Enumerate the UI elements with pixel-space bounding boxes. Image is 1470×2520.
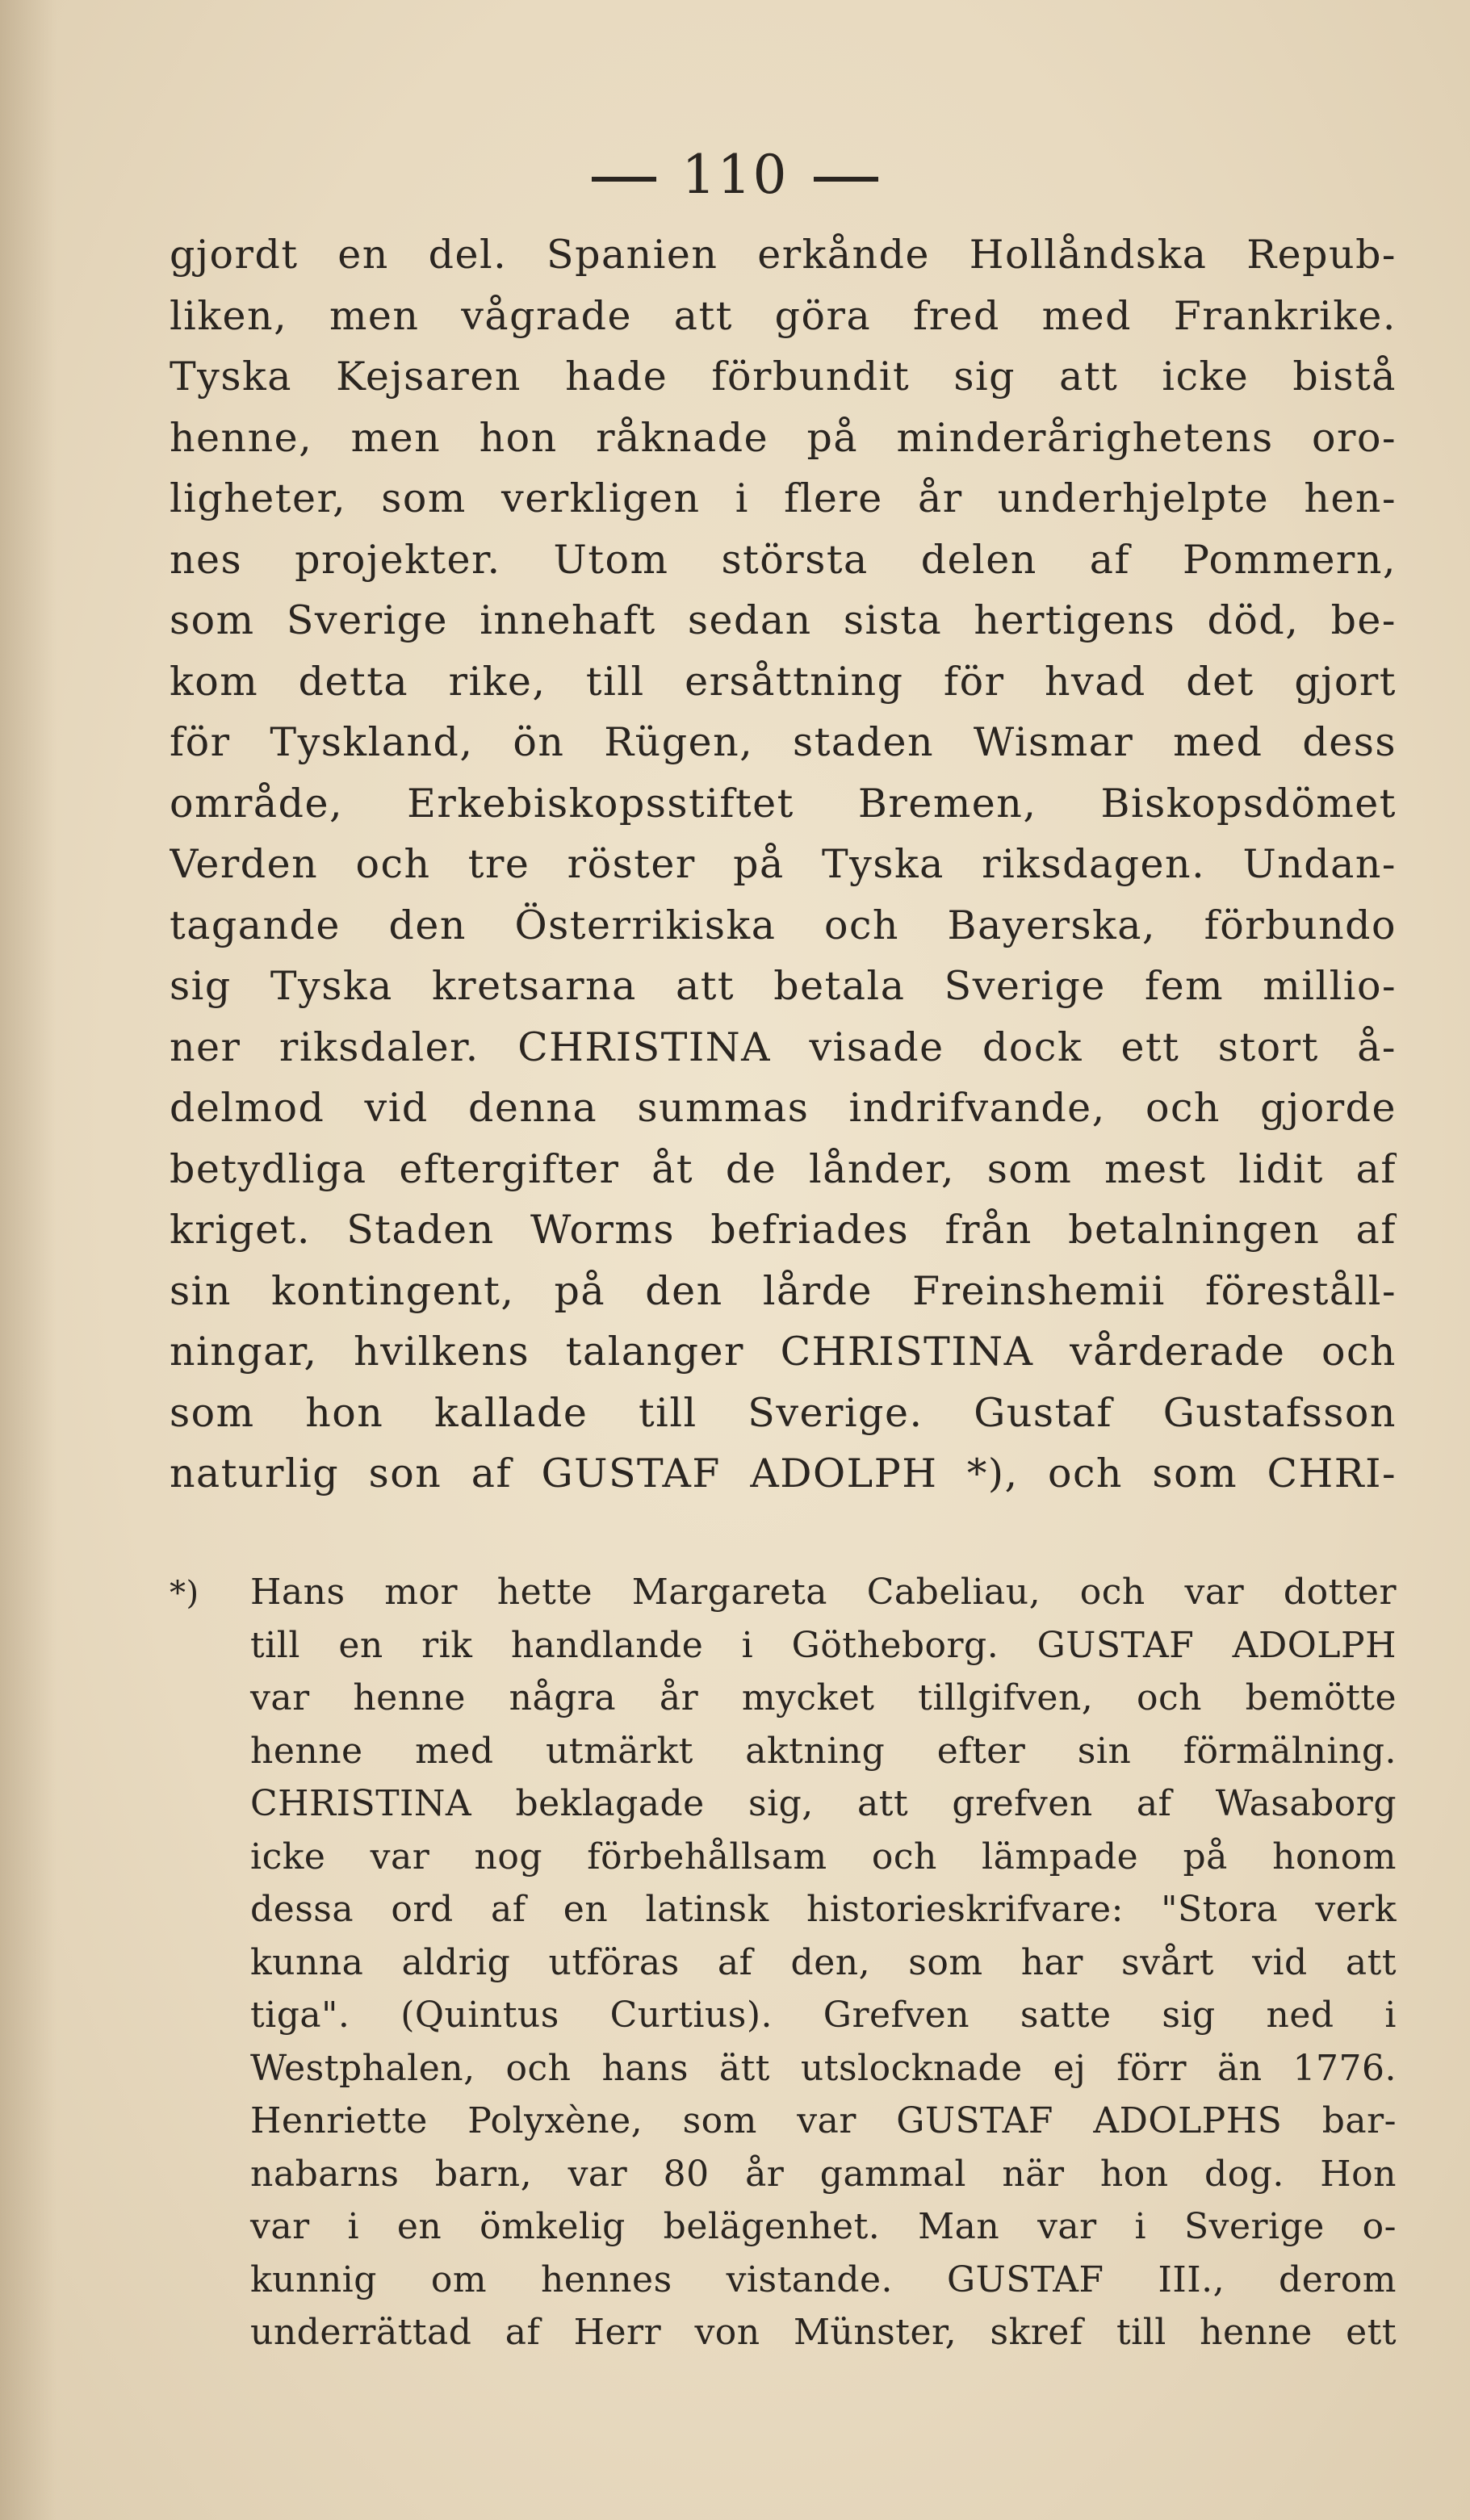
- header-dash-right: [814, 177, 878, 182]
- footnote-line: dessa ord af en latinsk historieskrifvare: "Stora verk: [250, 1889, 1397, 1930]
- footnote-line: Henriette Polyxène, som var GUSTAF ADOLPHS bar-: [250, 2100, 1397, 2141]
- page-number: 110: [681, 144, 789, 206]
- text-line: sig Tyska kretsarna att betala Sverige fem millio-: [170, 963, 1397, 1009]
- text-line: ligheter, som verkligen i flere år underhjelpte hen-: [170, 475, 1397, 521]
- text-line: som hon kallade till Sverige. Gustaf Gustafsson: [170, 1389, 1397, 1436]
- footnote-line: Westphalen, och hans ätt utslocknade ej förr än 1776.: [250, 2047, 1397, 2089]
- footnote-line: CHRISTINA beklagade sig, att grefven af Wasaborg: [250, 1783, 1397, 1824]
- page-header: [0, 144, 1470, 206]
- footnote-marker: *): [170, 1575, 199, 1612]
- text-line: nes projekter. Utom största delen af Pommern,: [170, 536, 1397, 583]
- text-line: Verden och tre röster på Tyska riksdagen. Undan-: [170, 841, 1397, 887]
- text-line: naturlig son af GUSTAF ADOLPH *), och som CHRI-: [170, 1450, 1397, 1497]
- footnote-line: var i en ömkelig belägenhet. Man var i Sverige o-: [250, 2206, 1397, 2247]
- footnote-line: kunnig om hennes vistande. GUSTAF III., derom: [250, 2258, 1397, 2300]
- footnote-line: icke var nog förbehållsam och lämpade på honom: [250, 1836, 1397, 1877]
- text-line: betydliga eftergifter åt de lånder, som mest lidit af: [170, 1145, 1397, 1192]
- footnote-line-text: Hans mor hette Margareta Cabeliau, och var dotter: [250, 1572, 1397, 1613]
- footnote-line: var henne några år mycket tillgifven, och bemötte: [250, 1677, 1397, 1718]
- text-line: ner riksdaler. CHRISTINA visade dock ett stort å-: [170, 1023, 1397, 1070]
- header-dash-left: [592, 177, 656, 182]
- footnote-line: [170, 1566, 1397, 1619]
- text-line: kriget. Staden Worms befriades från betalningen af: [170, 1207, 1397, 1253]
- footnote: [170, 1566, 1397, 2359]
- text-line: ningar, hvilkens talanger CHRISTINA vårderade och: [170, 1329, 1397, 1375]
- text-line: för Tyskland, ön Rügen, staden Wismar med dess: [170, 719, 1397, 765]
- footnote-line: underrättad af Herr von Münster, skref till henne ett: [250, 2312, 1397, 2353]
- text-line: som Sverige innehaft sedan sista hertigens död, be-: [170, 597, 1397, 643]
- footnote-line: tiga". (Quintus Curtius). Grefven satte sig ned i: [250, 1995, 1397, 2036]
- footnote-line: kunna aldrig utföras af den, som har svårt vid att: [250, 1941, 1397, 1983]
- text-line: kom detta rike, till ersåttning för hvad det gjort: [170, 658, 1397, 705]
- text-line: gjordt en del. Spanien erkånde Hollåndska Repub-: [170, 232, 1397, 278]
- text-line: Tyska Kejsaren hade förbundit sig att icke bistå: [170, 354, 1397, 400]
- gutter-shadow: [0, 0, 57, 2520]
- footnote-line: henne med utmärkt aktning efter sin förmälning.: [250, 1730, 1397, 1772]
- text-line: sin kontingent, på den lårde Freinshemii föreståll-: [170, 1267, 1397, 1314]
- footnote-line: till en rik handlande i Götheborg. GUSTAF ADOLPH: [250, 1624, 1397, 1666]
- main-text-body: [170, 224, 1397, 1505]
- text-line: tagande den Österrikiska och Bayerska, förbundo: [170, 902, 1397, 948]
- text-line: liken, men vågrade att göra fred med Frankrike.: [170, 292, 1397, 339]
- text-line: henne, men hon råknade på minderårighetens oro-: [170, 414, 1397, 461]
- text-line: delmod vid denna summas indrifvande, och gjorde: [170, 1085, 1397, 1131]
- text-line: område, Erkebiskopsstiftet Bremen, Biskopsdömet: [170, 780, 1397, 827]
- footnote-line: nabarns barn, var 80 år gammal när hon dog. Hon: [250, 2153, 1397, 2195]
